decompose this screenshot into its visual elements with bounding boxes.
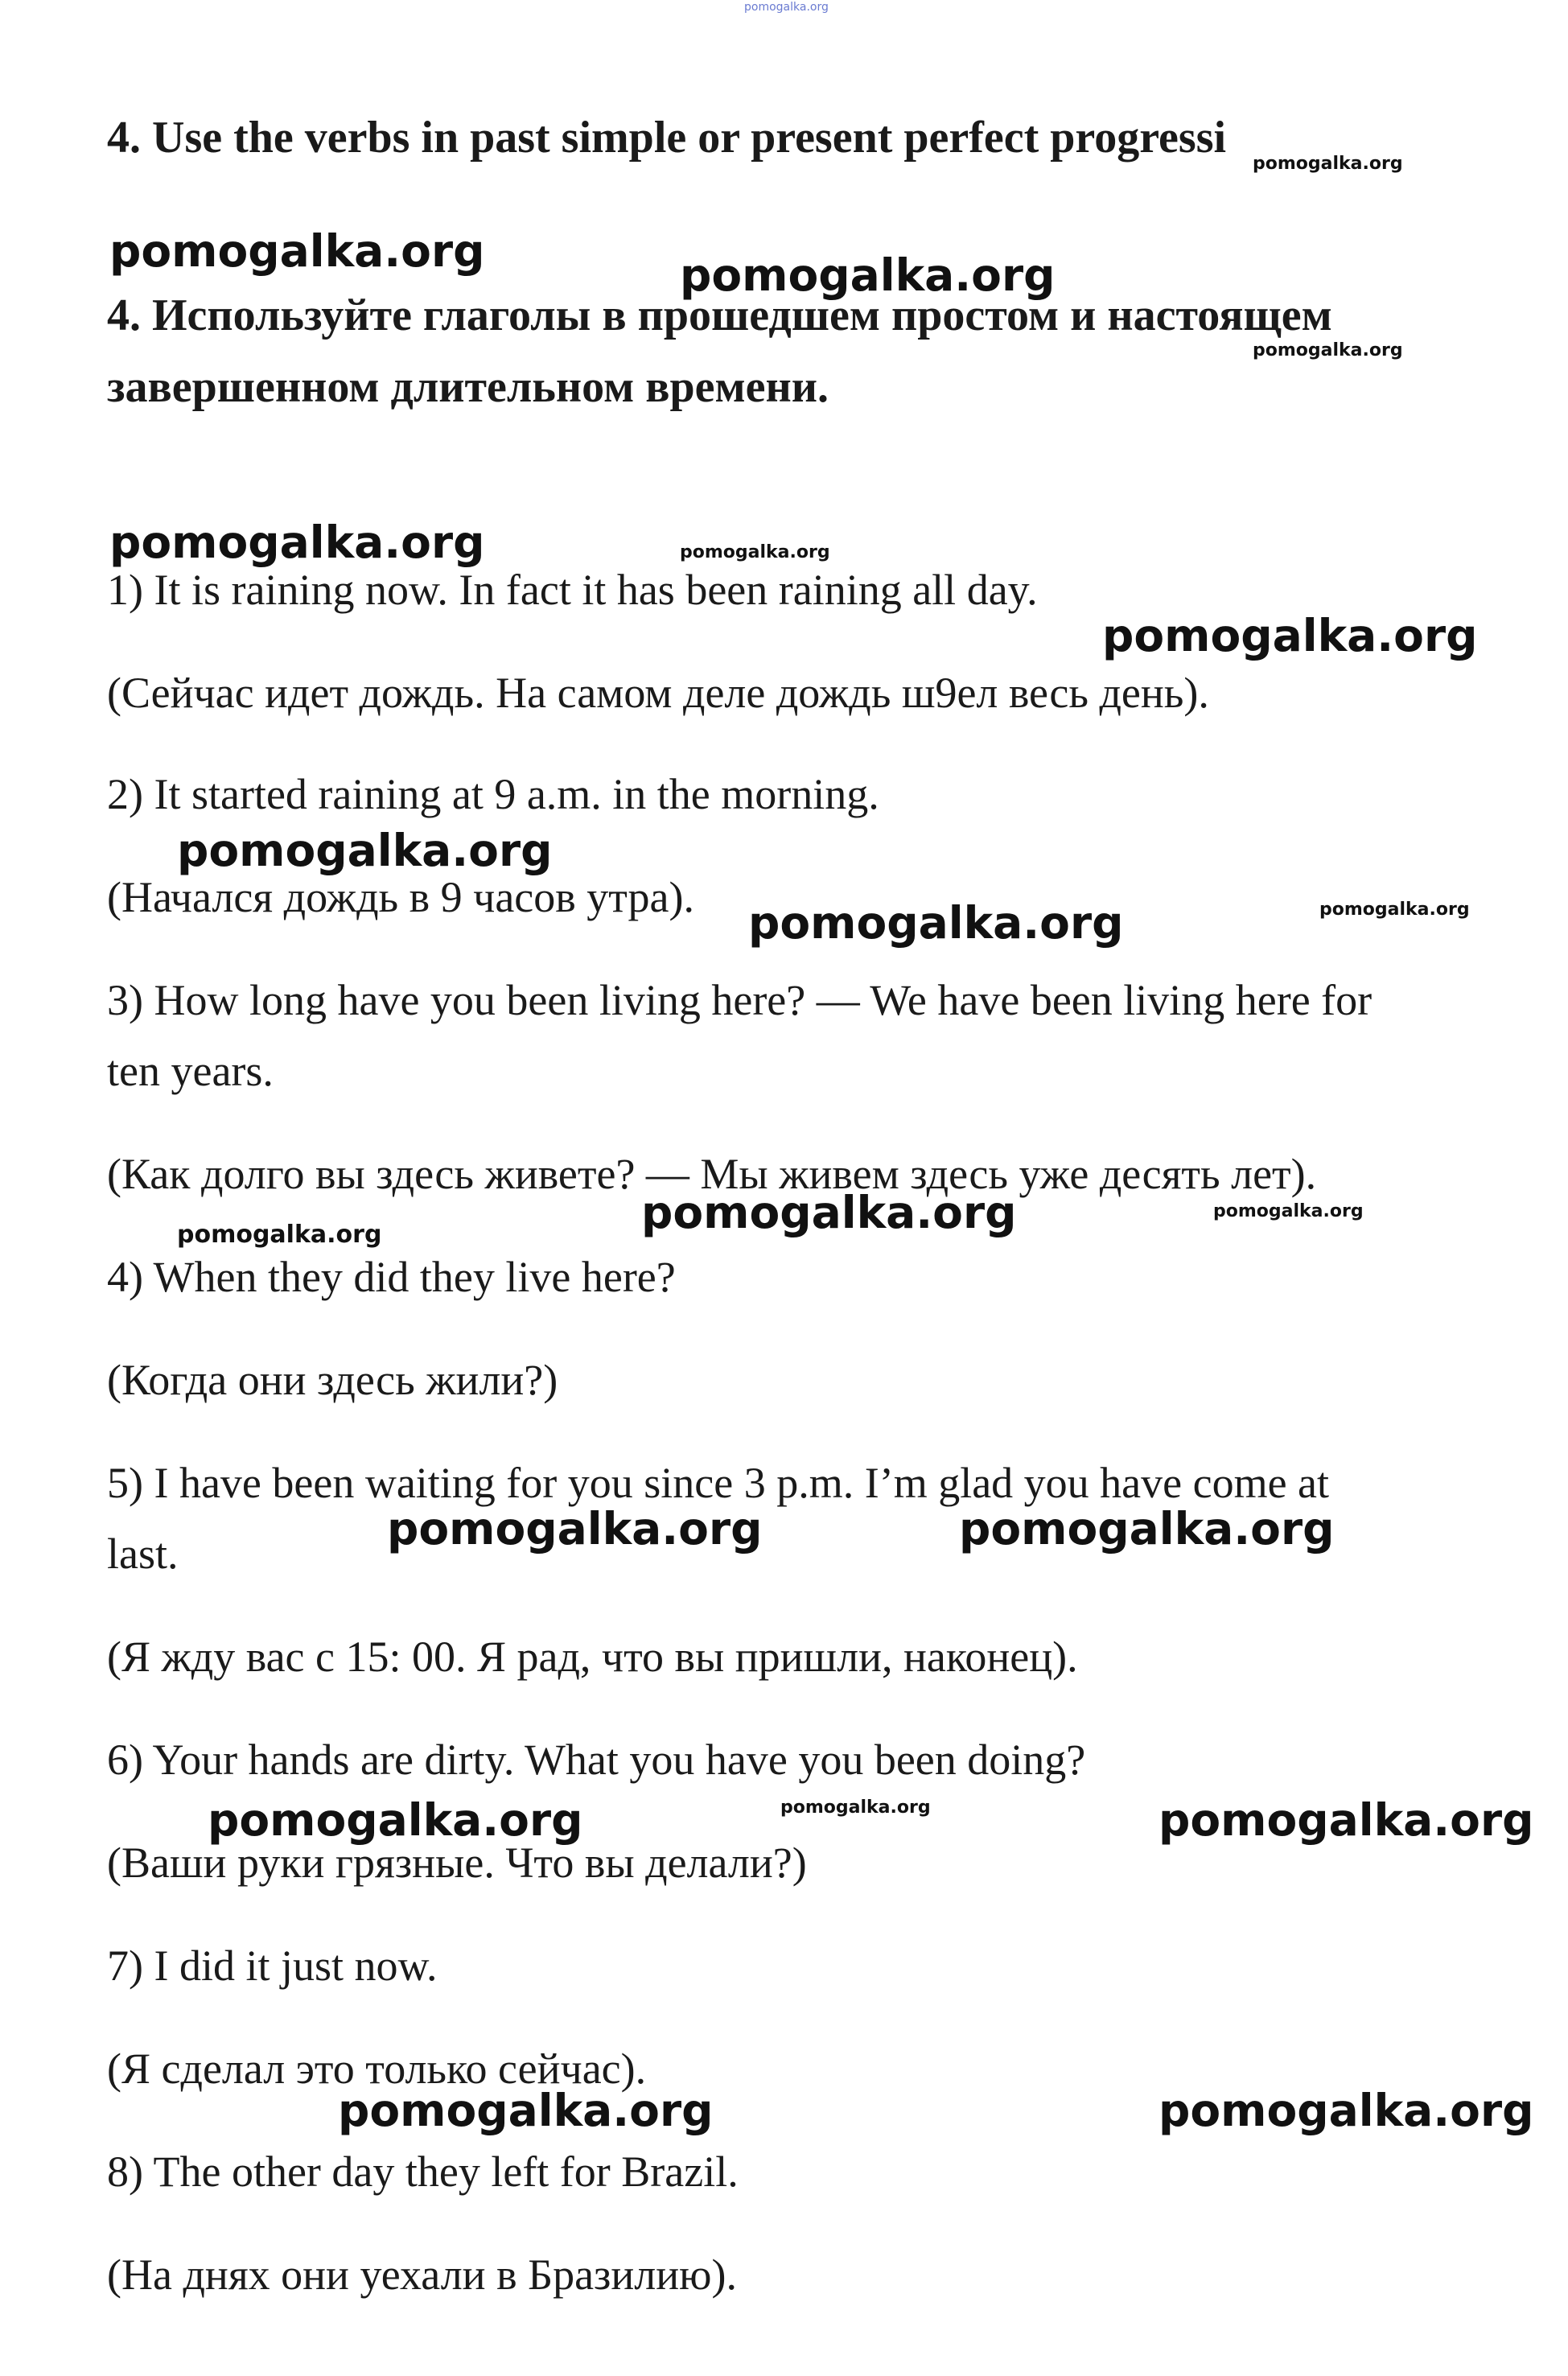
item-3-english-line-1: 3) How long have you been living here? — We have been living here for xyxy=(107,976,1373,1024)
watermark: pomogalka.org xyxy=(1159,2085,1534,2136)
watermark: pomogalka.org xyxy=(387,1503,763,1554)
item-4-russian: (Когда они здесь жили?) xyxy=(107,1356,558,1404)
title-english: 4. Use the verbs in past simple or present perfect progressi xyxy=(107,113,1227,163)
item-5-russian: (Я жду вас с 15: 00. Я рад, что вы пришли, наконец). xyxy=(107,1633,1078,1681)
watermark: pomogalka.org xyxy=(1102,610,1478,661)
watermark: pomogalka.org xyxy=(1213,1201,1364,1221)
watermark: pomogalka.org xyxy=(1159,1794,1534,1846)
watermark: pomogalka.org xyxy=(780,1797,931,1818)
item-7-english: 7) I did it just now. xyxy=(107,1942,438,1990)
watermark: pomogalka.org xyxy=(1319,900,1470,920)
watermark: pomogalka.org xyxy=(338,2085,714,2136)
item-7-russian: (Я сделал это только сейчас). xyxy=(107,2045,647,2093)
watermark: pomogalka.org xyxy=(109,225,485,277)
watermark: pomogalka.org xyxy=(109,517,485,568)
item-3-english-line-2: ten years. xyxy=(107,1047,274,1095)
item-5-english-line-2: last. xyxy=(107,1530,179,1578)
item-3-russian: (Как долго вы здесь живете? — Мы живем здесь уже десять лет). xyxy=(107,1150,1317,1198)
item-2-russian: (Начался дождь в 9 часов утра). xyxy=(107,873,694,921)
item-1-russian: (Сейчас идет дождь. На самом деле дождь ш9ел весь день). xyxy=(107,669,1209,717)
item-6-russian: (Ваши руки грязные. Что вы делали?) xyxy=(107,1839,807,1887)
watermark: pomogalka.org xyxy=(641,1187,1017,1238)
watermark: pomogalka.org xyxy=(680,542,830,562)
watermark: pomogalka.org xyxy=(959,1503,1335,1554)
item-2-english: 2) It started raining at 9 a.m. in the morning. xyxy=(107,770,879,818)
title-russian-line-2: завершенном длительном времени. xyxy=(107,362,829,412)
item-8-english: 8) The other day they left for Brazil. xyxy=(107,2147,739,2196)
watermark: pomogalka.org xyxy=(208,1794,583,1846)
watermark: pomogalka.org xyxy=(177,825,553,876)
title-russian-line-1: 4. Используйте глаголы в прошедшем простом и настоящем xyxy=(107,290,1332,340)
watermark: pomogalka.org xyxy=(177,1221,382,1249)
watermark: pomogalka.org xyxy=(748,897,1124,949)
watermark: pomogalka.org xyxy=(680,249,1056,301)
watermark: pomogalka.org xyxy=(1253,154,1403,174)
item-8-russian: (На днях они уехали в Бразилию). xyxy=(107,2250,737,2299)
watermark: pomogalka.org xyxy=(1253,340,1403,360)
item-1-english: 1) It is raining now. In fact it has been raining all day. xyxy=(107,566,1038,614)
item-4-english: 4) When they did they live here? xyxy=(107,1253,676,1301)
item-5-english-line-1: 5) I have been waiting for you since 3 p.m. I’m glad you have come at xyxy=(107,1459,1330,1507)
watermark: pomogalka.org xyxy=(744,1,829,14)
item-6-english: 6) Your hands are dirty. What you have you been doing? xyxy=(107,1736,1086,1784)
